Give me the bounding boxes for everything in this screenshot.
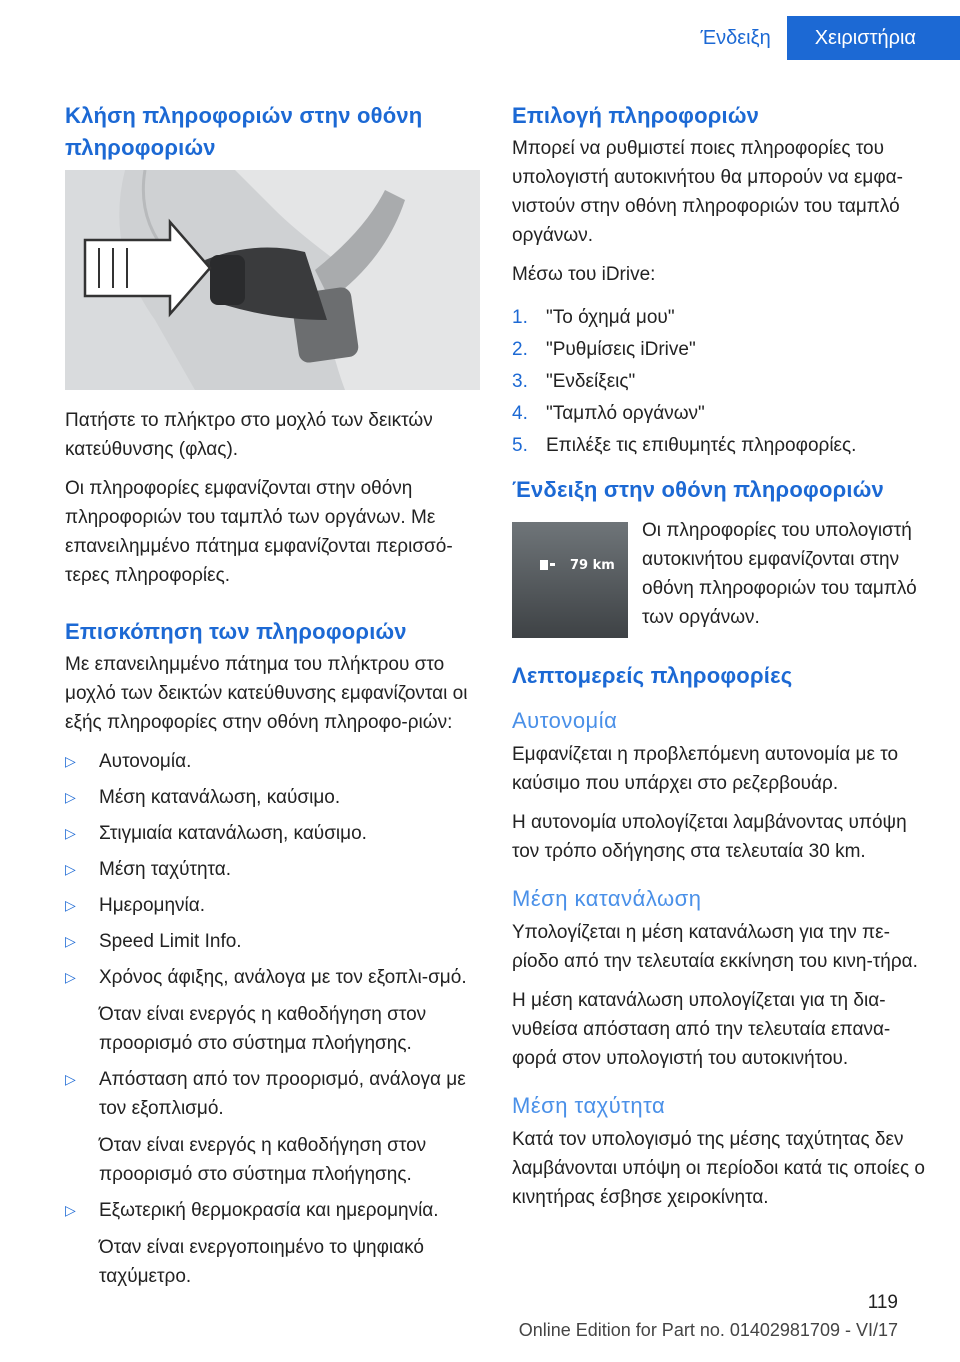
triangle-right-icon: ▷ — [65, 753, 76, 769]
paragraph-consumption-2: Η μέση κατανάλωση υπολογίζεται για τη δια‐νυθείσα απόσταση από την τελευταία επανα‐φορά στον υπολογιστή του αυτοκινήτου. — [512, 990, 891, 1069]
list-item: ▷ Speed Limit Info. — [65, 927, 480, 956]
step-item: 5. Επιλέξε τις επιθυμητές πληροφορίες. — [512, 435, 857, 456]
triangle-right-icon: ▷ — [65, 897, 76, 913]
info-list — [65, 747, 480, 1291]
subheading-range: Αυτονομία — [512, 708, 618, 733]
list-item-note: Όταν είναι ενεργός η καθοδήγηση στον προορισμό στο σύστημα πλοήγησης. — [99, 1135, 427, 1185]
list-item-note: Όταν είναι ενεργός η καθοδήγηση στον προορισμό στο σύστημα πλοήγησης. — [99, 1004, 427, 1054]
paragraph-display-info: Οι πληροφορίες του υπολογιστή αυτοκινήτου εμφανίζονται στην οθόνη πληροφοριών του ταμπλό των οργάνων. — [642, 520, 917, 628]
edition-note: Online Edition for Part no. 01402981709 - VI/17 — [518, 1320, 898, 1340]
triangle-right-icon: ▷ — [65, 933, 76, 949]
heading-overview: Επισκόπηση των πληροφοριών — [65, 619, 407, 644]
triangle-right-icon: ▷ — [65, 969, 76, 985]
right-column — [512, 100, 927, 1222]
triangle-right-icon: ▷ — [65, 789, 76, 805]
subheading-avg-consumption: Μέση κατανάλωση — [512, 886, 702, 911]
list-item: ▷ Μέση κατανάλωση, καύσιμο. — [65, 783, 480, 812]
paragraph-info-displayed: Οι πληροφορίες εμφανίζονται στην οθόνη πληροφοριών του ταμπλό των οργάνων. Με επανειλημμένο πάτημα εμφανίζονται περισσό‐τερες πληροφορίες. — [65, 478, 453, 586]
page-header — [684, 16, 960, 60]
list-item-note: Όταν είναι ενεργοποιημένο το ψηφιακό ταχύμετρο. — [99, 1237, 424, 1287]
list-item: ▷ Αυτονομία. — [65, 747, 480, 776]
header-section-controls[interactable]: Χειριστήρια — [787, 16, 960, 60]
paragraph-range-1: Εμφανίζεται η προβλεπόμενη αυτονομία με το καύσιμο που υπάρχει στο ρεζερβουάρ. — [512, 744, 899, 794]
list-item: ▷ Χρόνος άφιξης, ανάλογα με τον εξοπλι‐σμό. Όταν είναι ενεργός η καθοδήγηση στον προορισμό στο σύστημα πλοήγησης. — [65, 963, 480, 1058]
list-item: ▷ Ημερομηνία. — [65, 891, 480, 920]
list-item: ▷ Μέση ταχύτητα. — [65, 855, 480, 884]
paragraph-select-info: Μπορεί να ρυθμιστεί ποιες πληροφορίες του υπολογιστή αυτοκινήτου θα μπορούν να εμφα‐νιστούν στην οθόνη πληροφοριών του ταμπλό οργάνων. — [512, 138, 903, 246]
triangle-right-icon: ▷ — [65, 1071, 76, 1087]
page-footer — [0, 1292, 960, 1362]
heading-details: Λεπτομερείς πληροφορίες — [512, 663, 793, 688]
heading-display-info: Ένδειξη στην οθόνη πληροφοριών — [512, 477, 884, 502]
header-section-display[interactable]: Ένδειξη — [684, 16, 786, 60]
step-item: 2. "Ρυθμίσεις iDrive" — [512, 339, 696, 360]
turn-signal-lever-photo — [65, 170, 480, 390]
step-item: 4. "Ταμπλό οργάνων" — [512, 403, 705, 424]
list-item: ▷ Εξωτερική θερμοκρασία και ημερομηνία. Όταν είναι ενεργοποιημένο το ψηφιακό ταχύμετρο. — [65, 1196, 480, 1291]
triangle-right-icon: ▷ — [65, 861, 76, 877]
triangle-right-icon: ▷ — [65, 825, 76, 841]
list-item: ▷ Στιγμιαία κατανάλωση, καύσιμο. — [65, 819, 480, 848]
subheading-avg-speed: Μέση ταχύτητα — [512, 1093, 666, 1118]
range-readout: 79 km — [570, 558, 615, 573]
heading-call-info: Κλήση πληροφοριών στην οθόνη πληροφοριών — [65, 103, 423, 160]
paragraph-overview: Με επανειλημμένο πάτημα του πλήκτρου στο μοχλό των δεικτών κατεύθυνσης εμφανίζονται οι εξής πληροφορίες στην οθόνη πληροφο‐ριών: — [65, 654, 468, 733]
paragraph-range-2: Η αυτονομία υπολογίζεται λαμβάνοντας υπόψη τον τρόπο οδήγησης στα τελευταία 30 km. — [512, 812, 907, 862]
paragraph-press-button: Πατήστε το πλήκτρο στο μοχλό των δεικτών κατεύθυνσης (φλας). — [65, 410, 433, 460]
step-item: 3. "Ενδείξεις" — [512, 371, 636, 392]
triangle-right-icon: ▷ — [65, 1202, 76, 1218]
page-number: 119 — [867, 1292, 898, 1313]
paragraph-speed: Κατά τον υπολογισμό της μέσης ταχύτητας δεν λαμβάνονται υπόψη οι περίοδοι κατά τις οποίες ο κινητήρας έσβησε χειροκίνητα. — [512, 1129, 925, 1208]
instrument-display-image — [512, 522, 628, 638]
paragraph-via-idrive: Μέσω του iDrive: — [512, 264, 656, 285]
steps-list — [512, 303, 927, 460]
heading-select-info: Επιλογή πληροφοριών — [512, 103, 760, 128]
list-item: ▷ Απόσταση από τον προορισμό, ανάλογα με τον εξοπλισμό. Όταν είναι ενεργός η καθοδήγηση στον προορισμό στο σύστημα πλοήγησης. — [65, 1065, 480, 1189]
left-column — [65, 100, 480, 1298]
paragraph-consumption-1: Υπολογίζεται η μέση κατανάλωση για την πε‐ρίοδο από την τελευταία εκκίνηση του κινη‐τήρα. — [512, 922, 918, 972]
display-block — [512, 516, 927, 638]
step-item: 1. "Το όχημά μου" — [512, 307, 675, 328]
